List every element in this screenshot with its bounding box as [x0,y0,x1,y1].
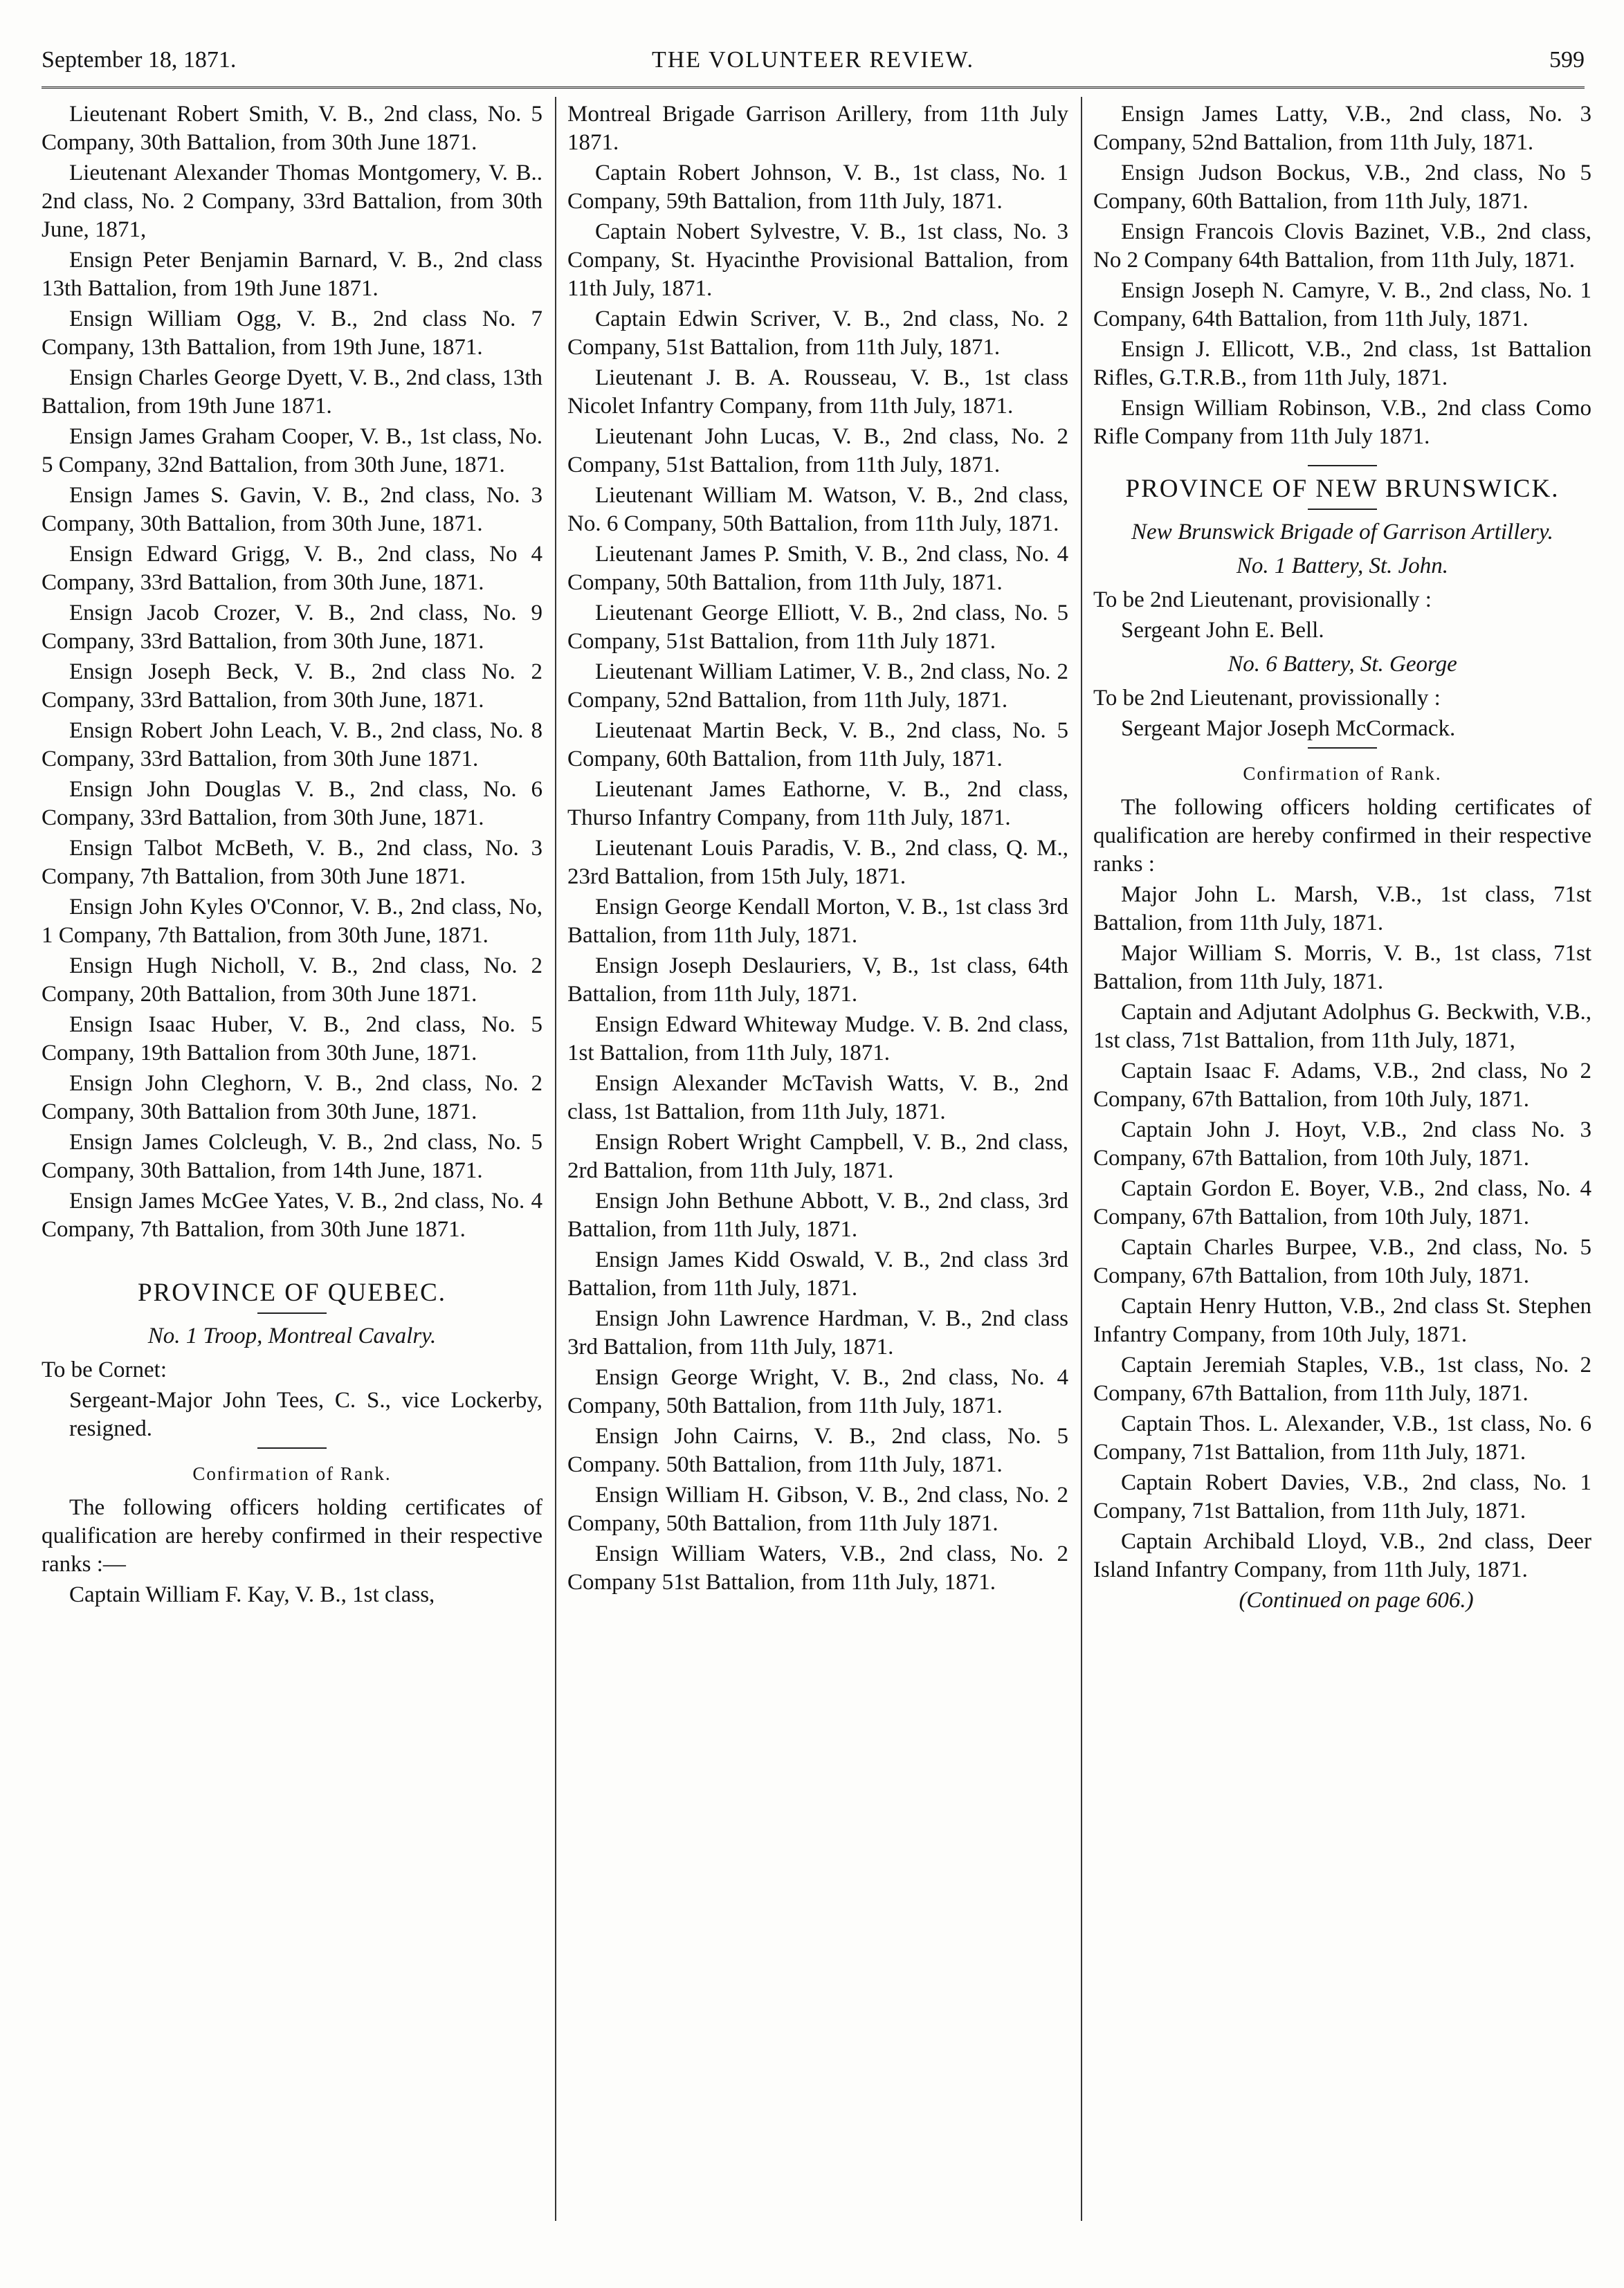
entry: Captain Henry Hutton, V.B., 2nd class St. Stephen Infantry Company, from 10th July, 1871. [1093,1294,1591,1347]
divider [1308,465,1377,466]
appointment: Sergeant-Major John Tees, C. S., vice Lockerby, resigned. [69,1388,542,1441]
continued-note: (Continued on page 606.) [1239,1588,1474,1613]
entry: Captain and Adjutant Adolphus G. Beckwith, V.B., 1st class, 71st Battalion, from 11th July, 1871, [1093,1000,1591,1053]
to-be-line: To be Cornet: [42,1357,167,1382]
divider [257,1447,327,1449]
entry: Captain Robert Davies, V.B., 2nd class, No. 1 Company, 71st Battalion, from 11th July, 1871. [1093,1470,1591,1523]
entry: Ensign Judson Bockus, V.B., 2nd class, No 5 Company, 60th Battalion, from 11th July, 1871. [1093,161,1591,214]
entry: Lieutenant George Elliott, V. B., 2nd class, No. 5 Company, 51st Battalion, from 11th July 1871. [567,601,1068,654]
page-header [42,42,1585,83]
entry: Ensign William Waters, V.B., 2nd class, No. 2 Company 51st Battalion, from 11th July, 1871. [567,1541,1068,1595]
entry: Lieutenant Alexander Thomas Montgomery, V. B.. 2nd class, No. 2 Company, 33rd Battalion, from 30th June, 1871, [42,161,542,242]
entry: Ensign Hugh Nicholl, V. B., 2nd class, No. 2 Company, 20th Battalion, from 30th June 1871. [42,953,542,1007]
entry: Ensign George Kendall Morton, V. B., 1st class 3rd Battalion, from 11th July, 1871. [567,895,1068,948]
entry: Ensign Edward Whiteway Mudge. V. B. 2nd class, 1st Battalion, from 11th July, 1871. [567,1012,1068,1065]
entry: Captain Edwin Scriver, V. B., 2nd class, No. 2 Company, 51st Battalion, from 11th July, 1871. [567,306,1068,360]
entry-list [1093,100,1591,451]
section-title: PROVINCE OF QUEBEC. [137,1279,447,1307]
entry: Ensign Edward Grigg, V. B., 2nd class, No 4 Company, 33rd Battalion, from 30th June, 1871. [42,542,542,595]
entry: Ensign George Wright, V. B., 2nd class, No. 4 Company, 50th Battalion, from 11th July, 1871. [567,1365,1068,1418]
entry: Ensign John Lawrence Hardman, V. B., 2nd class 3rd Battalion, from 11th July, 1871. [567,1306,1068,1360]
entry: Ensign Jacob Crozer, V. B., 2nd class, No. 9 Company, 33rd Battalion, from 30th June, 1871. [42,601,542,654]
entry: Captain John J. Hoyt, V.B., 2nd class No. 3 Company, 67th Battalion, from 10th July, 1871. [1093,1117,1591,1171]
confirmation-heading: Confirmation of Rank. [192,1463,392,1484]
entry: Ensign Talbot McBeth, V. B., 2nd class, No. 3 Company, 7th Battalion, from 30th June 1871. [42,836,542,889]
entry: Ensign John Bethune Abbott, V. B., 2nd class, 3rd Battalion, from 11th July, 1871. [567,1189,1068,1242]
entry: Lieutenant J. B. A. Rousseau, V. B., 1st class Nicolet Infantry Company, from 11th July, 1871. [567,365,1068,419]
divider [257,1312,327,1314]
entry: Captain Jeremiah Staples, V.B., 1st class, No. 2 Company, 67th Battalion, from 11th July, 1871. [1093,1353,1591,1406]
entry: Lieutenant Louis Paradis, V. B., 2nd class, Q. M., 23rd Battalion, from 15th July, 1871. [567,836,1068,889]
entry-list [567,159,1068,1597]
entry: Lieutenant James P. Smith, V. B., 2nd class, No. 4 Company, 50th Battalion, from 11th July, 1871. [567,542,1068,595]
entry: Captain William F. Kay, V. B., 1st class, [69,1582,435,1607]
entry-list [1093,881,1591,1584]
entry: Ensign James Graham Cooper, V. B., 1st class, No. 5 Company, 32nd Battalion, from 30th June, 1871. [42,424,542,477]
entry: Captain Gordon E. Boyer, V.B., 2nd class, No. 4 Company, 67th Battalion, from 10th July, 1871. [1093,1176,1591,1229]
entry: Lieutenant William M. Watson, V. B., 2nd class, No. 6 Company, 50th Battalion, from 11th July, 1871. [567,483,1068,536]
entry: Ensign John Douglas V. B., 2nd class, No. 6 Company, 33rd Battalion, from 30th June, 1871. [42,777,542,830]
confirmation-heading: Confirmation of Rank. [1243,763,1442,784]
confirmation-text: The following officers holding certificates of qualification are hereby confirmed in their respective ranks :— [42,1495,542,1577]
entry: Ensign Joseph Beck, V. B., 2nd class No. 2 Company, 33rd Battalion, from 30th June, 1871. [42,659,542,713]
entry: Ensign James Colcleugh, V. B., 2nd class, No. 5 Company, 30th Battalion, from 14th June, 1871. [42,1130,542,1183]
entry: Ensign John Cleghorn, V. B., 2nd class, No. 2 Company, 30th Battalion from 30th June, 1871. [42,1071,542,1124]
entry: Ensign Charles George Dyett, V. B., 2nd class, 13th Battalion, from 19th June 1871. [42,365,542,419]
column-1 [42,100,542,2231]
entry: Captain Thos. L. Alexander, V.B., 1st class, No. 6 Company, 71st Battalion, from 11th July, 1871. [1093,1411,1591,1465]
entry: Lieutenaat Martin Beck, V. B., 2nd class, No. 5 Company, 60th Battalion, from 11th July, 1871. [567,718,1068,771]
entry: Ensign J. Ellicott, V.B., 2nd class, 1st Battalion Rifles, G.T.R.B., from 11th July, 1871. [1093,337,1591,390]
entry: Ensign Alexander McTavish Watts, V. B., 2nd class, 1st Battalion, from 11th July, 1871. [567,1071,1068,1124]
entry: Major John L. Marsh, V.B., 1st class, 71st Battalion, from 11th July, 1871. [1093,882,1591,935]
entry: Ensign John Kyles O'Connor, V. B., 2nd class, No, 1 Company, 7th Battalion, from 30th June, 1871. [42,895,542,948]
battery-heading: No. 1 Battery, St. John. [1236,553,1449,578]
entry: Ensign William Robinson, V.B., 2nd class Como Rifle Company from 11th July 1871. [1093,396,1591,449]
section-title: PROVINCE OF NEW BRUNSWICK. [1125,475,1560,503]
entry: Lieutenant James Eathorne, V. B., 2nd class, Thurso Infantry Company, from 11th July, 1871. [567,777,1068,830]
appointment: Sergeant John E. Bell. [1121,618,1324,643]
entry: Ensign James Kidd Oswald, V. B., 2nd class 3rd Battalion, from 11th July, 1871. [567,1247,1068,1301]
entry: Ensign Peter Benjamin Barnard, V. B., 2nd class 13th Battalion, from 19th June 1871. [42,248,542,301]
entry: Ensign William Ogg, V. B., 2nd class No. 7 Company, 13th Battalion, from 19th June, 1871. [42,306,542,360]
page-number: 599 [1549,47,1585,73]
entry-list [42,100,542,1244]
entry: Ensign Joseph N. Camyre, V. B., 2nd class, No. 1 Company, 64th Battalion, from 11th July, 1871. [1093,278,1591,331]
entry: Lieutenant John Lucas, V. B., 2nd class, No. 2 Company, 51st Battalion, from 11th July, 1871. [567,424,1068,477]
entry: Lieutenant Robert Smith, V. B., 2nd class, No. 5 Company, 30th Battalion, from 30th June 1871. [42,102,542,155]
entry: Ensign Robert John Leach, V. B., 2nd class, No. 8 Company, 33rd Battalion, from 30th June 1871. [42,718,542,771]
to-be-line: To be 2nd Lieutenant, provisionally : [1093,587,1432,612]
entry: Ensign Robert Wright Campbell, V. B., 2nd class, 2rd Battalion, from 11th July, 1871. [567,1130,1068,1183]
column-divider [555,97,556,2221]
entry-continued: Montreal Brigade Garrison Arillery, from 11th July 1871. [567,102,1068,155]
to-be-line: To be 2nd Lieutenant, provissionally : [1093,686,1441,711]
column-3 [1093,100,1591,2231]
entry: Ensign James S. Gavin, V. B., 2nd class, No. 3 Company, 30th Battalion, from 30th June, 1871. [42,483,542,536]
confirmation-text: The following officers holding certificates of qualification are hereby confirmed in their respective ranks : [1093,795,1591,877]
entry: Captain Robert Johnson, V. B., 1st class, No. 1 Company, 59th Battalion, from 11th July, 1871. [567,161,1068,214]
entry: Ensign William H. Gibson, V. B., 2nd class, No. 2 Company, 50th Battalion, from 11th July 1871. [567,1483,1068,1536]
entry: Lieutenant William Latimer, V. B., 2nd class, No. 2 Company, 52nd Battalion, from 11th July, 1871. [567,659,1068,713]
entry: Ensign James Latty, V.B., 2nd class, No. 3 Company, 52nd Battalion, from 11th July, 1871. [1093,102,1591,155]
header-date: September 18, 1871. [42,47,237,73]
entry: Captain Charles Burpee, V.B., 2nd class, No. 5 Company, 67th Battalion, from 10th July, 1871. [1093,1235,1591,1288]
header-rule [42,86,1585,89]
entry: Ensign Joseph Deslauriers, V, B., 1st class, 64th Battalion, from 11th July, 1871. [567,953,1068,1007]
entry: Ensign Francois Clovis Bazinet, V.B., 2nd class, No 2 Company 64th Battalion, from 11th July, 1871. [1093,219,1591,273]
entry: Ensign John Cairns, V. B., 2nd class, No. 5 Company. 50th Battalion, from 11th July, 1871. [567,1424,1068,1477]
divider [1308,509,1377,510]
divider [1308,747,1377,749]
header-title: THE VOLUNTEER REVIEW. [651,47,974,73]
column-2 [567,100,1068,2231]
brigade-heading: New Brunswick Brigade of Garrison Artillery. [1131,520,1553,544]
battery-heading: No. 6 Battery, St. George [1228,652,1457,677]
entry: Captain Archibald Lloyd, V.B., 2nd class, Deer Island Infantry Company, from 11th July, 1871. [1093,1529,1591,1582]
entry: Ensign Isaac Huber, V. B., 2nd class, No. 5 Company, 19th Battalion from 30th June, 1871. [42,1012,542,1065]
entry: Captain Isaac F. Adams, V.B., 2nd class, No 2 Company, 67th Battalion, from 10th July, 1871. [1093,1059,1591,1112]
entry: Major William S. Morris, V. B., 1st class, 71st Battalion, from 11th July, 1871. [1093,941,1591,994]
subhead: No. 1 Troop, Montreal Cavalry. [147,1324,437,1348]
column-divider [1081,97,1082,2221]
appointment: Sergeant Major Joseph McCormack. [1121,716,1456,741]
entry: Captain Nobert Sylvestre, V. B., 1st class, No. 3 Company, St. Hyacinthe Provisional Battalion, from 11th July, 1871. [567,219,1068,301]
entry: Ensign James McGee Yates, V. B., 2nd class, No. 4 Company, 7th Battalion, from 30th June 1871. [42,1189,542,1242]
